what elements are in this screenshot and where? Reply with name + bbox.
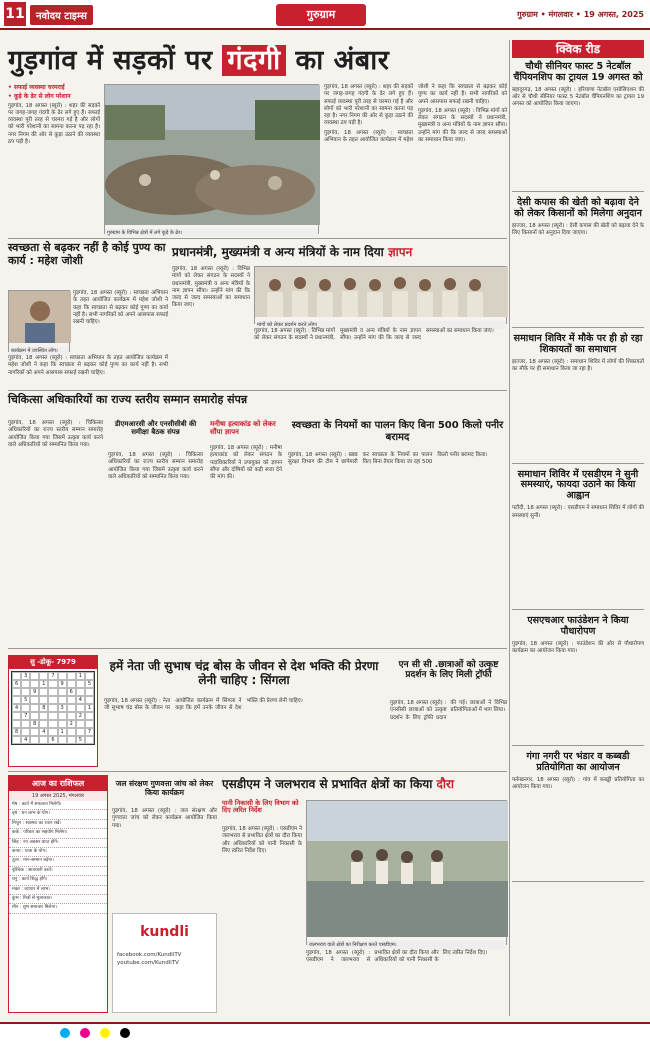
sudoku-cell: 2 [67,720,76,728]
ad-line2: youtube.com/KundliTV [117,960,179,966]
sudoku-cell [85,720,94,728]
sudoku-cell [12,696,21,704]
dateline: गुरुग्राम • मंगलवार • 19 अगस्त, 2025 [517,10,644,19]
sudoku-cell [85,736,94,744]
sudoku-cell [30,704,39,712]
sudoku-cell: 7 [85,728,94,736]
sudoku-cell [39,688,48,696]
sudoku-cell [30,712,39,720]
sudoku-cell: 6 [12,680,21,688]
ad-brand: kundli [140,924,189,940]
horoscope-sign: वृश्चिक : सावधानी बरतें। [9,867,107,876]
sudoku-cell [67,680,76,688]
bullet-1: सफाई व्यवस्था चरमराई [13,84,65,91]
sudoku-cell: 1 [39,680,48,688]
sudoku-cell: 3 [21,672,30,680]
story7-headline: हमें नेता जी सुभाष चंद्र बोस के जीवन से देश भक्ति की प्रेरणा लेनी चाहिए : सिंगला [109,659,379,687]
main-story-cont [324,84,507,234]
story10-headline [222,778,507,792]
sudoku-cell: 4 [21,736,30,744]
sudoku-cell [85,688,94,696]
story2-body-2: गुड़गांव, 18 अगस्त (ब्यूरो) : स्वच्छता अभियान के तहत आयोजित कार्यक्रम में महेश जोशी ने कहा कि स्वच्छता से बढ़कर कोई पुण्य का कार्य नहीं है। सभी नागरिकों को अपने आसपास सफाई रखनी चाहिए। [8,355,168,376]
quick-read-banner: क्विक रीड [512,40,644,58]
sudoku-cell [48,728,57,736]
horoscope-sign: तुला : मान-सम्मान बढ़ेगा। [9,857,107,866]
sudoku-cell [21,728,30,736]
sudoku-cell [12,672,21,680]
sudoku-cell: 8 [39,704,48,712]
sudoku-cell [67,728,76,736]
headline-highlight: गंदगी [222,45,285,76]
quick-read-headline: देसी कपास की खेती को बढ़ावा देने को लेकर किसानों को मिलेगा अनुदान [514,196,642,219]
horoscope-sign: कर्क : परिवार का सहयोग मिलेगा। [9,829,107,838]
brand-logo: नवोदय टाइम्स [30,5,93,25]
main-story-text: • सफाई व्यवस्था चरमराई • कूड़े के ढेर से लोग परेशान गुड़गांव, 18 अगस्त (ब्यूरो) : शहर की सड़कों पर जगह-जगह गंदगी के ढेर लगे हुए हैं। सफाई व्यवस्था पूरी तरह से चरमरा गई है और लोगों को भारी परेशानी का सामना करना पड़ रहा है। नगर निगम की ओर से कूड़ा उठाने की व्यवस्था ठप पड़ी है। [8,84,100,146]
main-story-cont-body: गुड़गांव, 18 अगस्त (ब्यूरो) : शहर की सड़कों पर जगह-जगह गंदगी के ढेर लगे हुए हैं। सफाई व्यवस्था पूरी तरह से चरमरा गई है और लोगों को भारी परेशानी का सामना करना पड़ रहा है। नगर निगम की ओर से कूड़ा उठाने की व्यवस्था ठप पड़ी है। [324,84,413,127]
quick-read-headline: समाधान शिविर में एसडीएम ने सुनी समस्याएं, फायदा उठाने का किया आह्वान [517,468,639,502]
horoscope-box [8,775,108,1013]
sudoku-cell [85,696,94,704]
sudoku-cell [58,712,67,720]
sudoku-cell: 4 [76,696,85,704]
story4-sub: डीएमआरसी और एनसीसीबी की समीक्षा बैठक संपन्न [114,420,197,437]
cyan-reg-mark [60,1028,70,1038]
sudoku-cell [12,712,21,720]
story8-body: गुड़गांव, 18 अगस्त (ब्यूरो) : एनसीसी छात्राओं को उत्कृष्ट प्रदर्शन के लिए ट्रॉफी प्रदान की गई। छात्राओं ने विभिन्न प्रतियोगिताओं में भाग लिया। [390,700,507,721]
masthead [0,0,650,30]
story4-body-2: गुड़गांव, 18 अगस्त (ब्यूरो) : चिकित्सा अधिकारियों का राज्य स्तरीय सम्मान समारोह आयोजित किया गया जिसमें उत्कृष्ट कार्य करने वाले अधिकारियों को सम्मानित किया गया। [108,452,203,480]
main-story-cont-body-2: गुड़गांव, 18 अगस्त (ब्यूरो) : स्वच्छता अभियान के तहत आयोजित कार्यक्रम में महेश जोशी ने कहा कि स्वच्छता से बढ़कर कोई पुण्य का कार्य नहीं है। सभी नागरिकों को अपने आसपास सफाई रखनी चाहिए। [324,84,507,144]
story4-headline: चिकित्सा अधिकारियों का राज्य स्तरीय सम्मान समारोह संपन्न [8,393,248,406]
quick-read-body: झज्जर, 18 अगस्त (ब्यूरो) : समाधान शिविर में लोगों की शिकायतों का मौके पर ही समाधान किया जा रहा है। [512,358,644,372]
sudoku-cell [85,712,94,720]
quick-read-body: झज्जर, 18 अगस्त (ब्यूरो) : देसी कपास की खेती को बढ़ावा देने के लिए किसानों को अनुदान दिया जाएगा। [512,222,644,236]
headline-pre: गुड़गांव में सड़कों पर [8,45,223,76]
sudoku-cell [21,720,30,728]
sudoku-cell [39,672,48,680]
story2-photo [8,290,70,352]
horoscope-sign: कन्या : यात्रा के योग। [9,848,107,857]
main-story-cont-body-3: गुड़गांव, 18 अगस्त (ब्यूरो) : विभिन्न मांगों को लेकर संगठन के सदस्यों ने प्रधानमंत्री, मुख्यमंत्री व अन्य मंत्रियों के नाम ज्ञापन सौंपा। उन्होंने मांग की कि जल्द से जल्द समस्याओं का समाधान किया जाए। [418,107,507,144]
sudoku-cell: 4 [39,728,48,736]
headline-post: का अंबार [285,45,390,76]
sudoku-cell [12,736,21,744]
story2-caption: कार्यक्रम में उपस्थित लोग। [9,347,69,355]
horoscope-sign: कुंभ : मित्रों से मुलाकात। [9,895,107,904]
story3-body-2: गुड़गांव, 18 अगस्त (ब्यूरो) : विभिन्न मांगों को लेकर संगठन के सदस्यों ने प्रधानमंत्री, मुख्यमंत्री व अन्य मंत्रियों के नाम ज्ञापन सौंपा। उन्होंने मांग की कि जल्द से जल्द समस्याओं का समाधान किया जाए। [254,328,494,342]
horoscope-sign: सिंह : नए अवसर प्राप्त होंगे। [9,839,107,848]
quick-read-item [512,62,644,192]
story5-body: गुड़गांव, 18 अगस्त (ब्यूरो) : मनीषा हत्याकांड को लेकर संगठन के पदाधिकारियों ने उपायुक्त को ज्ञापन सौंपा और दोषियों को कड़ी सजा देने की मांग की। [210,445,282,481]
sudoku-cell [48,720,57,728]
story9-body: गुड़गांव, 18 अगस्त (ब्यूरो) : जल संरक्षण और गुणवत्ता जांच को लेकर कार्यक्रम आयोजित किया गया। [112,808,217,829]
story10-sub: पानी निकासी के लिए विभाग को दिए त्वरित निर्देश [222,799,299,815]
sudoku-cell: 9 [30,688,39,696]
horoscope-sign: मकर : व्यापार में लाभ। [9,886,107,895]
main-photo [104,84,319,234]
quick-read-item [512,198,644,328]
sudoku-cell: 1 [58,728,67,736]
quick-read-headline: गंगा नगरी पर भंडार व कब्बडी प्रतियोगिता का आयोजन [526,751,630,774]
ad-line1: facebook.com/KundliTV [117,952,182,958]
quick-read-headline: चौथी सीनियर फास्ट 5 नेटबॉल चैंपियनशिप का ट्रायल 19 अगस्त को [513,61,643,83]
sudoku-cell: 1 [76,672,85,680]
sudoku-cell [21,688,30,696]
sudoku-cell [21,704,30,712]
quick-read-body: पटौदी, 18 अगस्त (ब्यूरो) : एसडीएम ने समाधान शिविर में लोगों की समस्याएं सुनीं। [512,505,644,519]
story6-body: गुड़गांव, 18 अगस्त (ब्यूरो) : खाद्य सुरक्षा विभाग की टीम ने छापेमारी कर स्वच्छता के नियमों का पालन किए बिना तैयार किया जा रहा 500 किलो पनीर बरामद किया। [288,452,488,466]
sudoku-cell [30,672,39,680]
sudoku-cell [12,688,21,696]
page-number: 11 [4,2,26,26]
horoscope-list [9,801,107,914]
quick-read-body: गुड़गांव, 18 अगस्त (ब्यूरो) : फाउंडेशन की ओर से पौधारोपण कार्यक्रम का आयोजन किया गया। [512,641,644,655]
sudoku-cell: 4 [12,704,21,712]
sudoku-cell: 6 [67,688,76,696]
sudoku-cell [58,672,67,680]
story7-body: गुड़गांव, 18 अगस्त (ब्यूरो) : नेता जी सुभाष चंद्र बोस के जीवन पर आयोजित कार्यक्रम में सिंगला ने कहा कि हमें उनके जीवन से देश भक्ति की प्रेरणा लेनी चाहिए। [104,698,303,712]
story10-body-2: गुड़गांव, 18 अगस्त (ब्यूरो) : एसडीएम ने जलभराव से प्रभावित क्षेत्रों का दौरा किया और अधिकारियों को पानी निकासी के लिए त्वरित निर्देश दिए। [306,950,488,964]
sudoku-cell [67,672,76,680]
story2-headline: स्वच्छता से बढ़कर नहीं है कोई पुण्य का कार्य : महेश जोशी [8,241,166,267]
quick-read-headline: समाधान शिविर में मौके पर ही हो रहा शिकायतों का समाधान [513,332,643,355]
sudoku-cell [21,680,30,688]
sudoku-cell [48,688,57,696]
story8-headline: एन सी सी .छात्राओं को उत्कृष्ट प्रदर्शन के लिए मिली ट्रॉफी [398,660,499,681]
sudoku-cell [67,704,76,712]
sudoku-cell [30,696,39,704]
sudoku-cell: 9 [58,680,67,688]
sudoku-cell: 5 [85,680,94,688]
story10-caption: जलभराव वाले क्षेत्रों का निरीक्षण करते एसडीएम। [307,941,506,949]
quick-read-item [512,752,644,882]
sudoku-cell: 8 [30,720,39,728]
story4-body: गुड़गांव, 18 अगस्त (ब्यूरो) : चिकित्सा अधिकारियों का राज्य स्तरीय सम्मान समारोह आयोजित किया गया जिसमें उत्कृष्ट कार्य करने वाले अधिकारियों को सम्मानित किया गया। [8,420,103,448]
story3-headline-hl: ज्ञापन [387,245,413,259]
story5-headline: मनीषा हत्याकांड को लेकर सौंपा ज्ञापन [210,420,276,437]
sudoku-cell [58,736,67,744]
sudoku-cell: 8 [12,728,21,736]
person-photo [9,291,71,343]
sudoku-cell [39,696,48,704]
sudoku-cell [67,736,76,744]
sudoku-cell [30,680,39,688]
sudoku-cell [58,688,67,696]
sudoku-cell: 5 [21,696,30,704]
quick-read-body: फर्रुखनगर, 18 अगस्त (ब्यूरो) : गांव में कबड्डी प्रतियोगिता का आयोजन किया गया। [512,776,644,791]
bullet-2: कूड़े के ढेर से लोग परेशान [13,93,71,101]
story3-headline [172,246,507,260]
sudoku-cell [76,704,85,712]
sudoku-cell [12,720,21,728]
sudoku-cell: 1 [85,704,94,712]
story10-photo [306,800,507,948]
story9-headline: जल संरक्षण गुणवत्ता जांच को लेकर किया कार्यक्रम [115,779,214,797]
sudoku-cell: 6 [48,736,57,744]
story2-body: गुड़गांव, 18 अगस्त (ब्यूरो) : स्वच्छता अभियान के तहत आयोजित कार्यक्रम में महेश जोशी ने कहा कि स्वच्छता से बढ़कर कोई पुण्य का कार्य नहीं है। सभी नागरिकों को अपने आसपास सफाई रखनी चाहिए। [73,290,168,326]
protest-photo [255,267,508,317]
story10-headline-text: एसडीएम ने जलभराव से प्रभावित क्षेत्रों का किया [222,777,437,791]
sudoku-cell [58,720,67,728]
sudoku-cell: 5 [76,736,85,744]
right-column [512,62,644,1016]
story3-photo [254,266,507,328]
story6-headline: स्वच्छता के नियमों का पालन किए बिना 500 किलो पनीर बरामद [291,420,504,443]
magenta-reg-mark [80,1028,90,1038]
horoscope-sign: धनु : कार्य सिद्ध होंगे। [9,876,107,885]
sudoku-cell [48,712,57,720]
sudoku-cell: 3 [58,704,67,712]
footer-bar [0,1022,650,1043]
sudoku-cell [39,736,48,744]
sudoku-cell [67,712,76,720]
sudoku-cell [67,696,76,704]
yellow-reg-mark [100,1028,110,1038]
section-title: गुरुग्राम [276,4,366,26]
sudoku-cell [48,680,57,688]
story3-body: गुड़गांव, 18 अगस्त (ब्यूरो) : विभिन्न मांगों को लेकर संगठन के सदस्यों ने प्रधानमंत्री, मुख्यमंत्री व अन्य मंत्रियों के नाम ज्ञापन सौंपा। उन्होंने मांग की कि जल्द से जल्द समस्याओं का समाधान किया जाए। [172,266,250,309]
black-reg-mark [120,1028,130,1038]
quick-read-item [512,616,644,746]
story3-headline-text: प्रधानमंत्री, मुख्यमंत्री व अन्य मंत्रियों के नाम दिया [172,245,388,259]
sudoku-cell [85,672,94,680]
horoscope-sign: मिथुन : स्वास्थ्य का ध्यान रखें। [9,820,107,829]
garbage-photo-illustration [105,85,320,225]
sudoku-cell [58,696,67,704]
horoscope-title: आज का राशिफल [9,776,107,791]
quick-read-body: बहादुरगढ़, 18 अगस्त (ब्यूरो) : हरियाणा नेटबॉल एसोसिएशन की ओर से चौथी सीनियर फास्ट 5 नेटबॉल चैंपियनशिप का ट्रायल 19 अगस्त को आयोजित किया जाएगा। [512,86,644,108]
quick-read-item [512,334,644,464]
main-photo-caption: गुरुग्राम के विभिन्न क्षेत्रों में लगे कूड़े के ढेर। [105,229,318,237]
sudoku-cell [48,704,57,712]
sudoku-title: सु -डोकू- 7979 [9,656,97,669]
sudoku-grid [11,671,95,745]
sudoku-cell [30,736,39,744]
horoscope-sign: मेष : कार्य में सफलता मिलेगी। [9,801,107,810]
story3-caption: मांगों को लेकर प्रदर्शन करते लोग। [255,321,506,329]
sudoku-cell [39,712,48,720]
sudoku-cell [76,688,85,696]
main-headline [8,40,508,78]
main-story-body: गुड़गांव, 18 अगस्त (ब्यूरो) : शहर की सड़कों पर जगह-जगह गंदगी के ढेर लगे हुए हैं। सफाई व्यवस्था पूरी तरह से चरमरा गई है और लोगों को भारी परेशानी का सामना करना पड़ रहा है। नगर निगम की ओर से कूड़ा उठाने की व्यवस्था ठप पड़ी है। [8,102,100,146]
sudoku-cell [76,728,85,736]
horoscope-sign: वृष : धन लाभ के योग। [9,810,107,819]
sudoku-box [8,655,98,767]
sudoku-cell: 7 [48,672,57,680]
flood-photo [307,801,508,937]
sudoku-cell [39,720,48,728]
kundli-ad[interactable] [112,913,217,1013]
sudoku-cell: 2 [76,712,85,720]
quick-read-item [512,470,644,611]
sudoku-cell [30,728,39,736]
sudoku-cell [48,696,57,704]
sudoku-cell [76,680,85,688]
horoscope-date: 19 अगस्त 2025, मंगलवार [9,791,107,801]
horoscope-sign: मीन : शुभ समाचार मिलेगा। [9,904,107,913]
story10-headline-hl: दौरा [436,777,454,791]
sudoku-cell: 7 [21,712,30,720]
story10-body: गुड़गांव, 18 अगस्त (ब्यूरो) : एसडीएम ने जलभराव से प्रभावित क्षेत्रों का दौरा किया और अधिकारियों को पानी निकासी के लिए त्वरित निर्देश दिए। [222,826,302,854]
sudoku-cell [76,720,85,728]
quick-read-headline: एसएचआर फाउंडेशन ने किया पौधारोपण [527,615,629,638]
